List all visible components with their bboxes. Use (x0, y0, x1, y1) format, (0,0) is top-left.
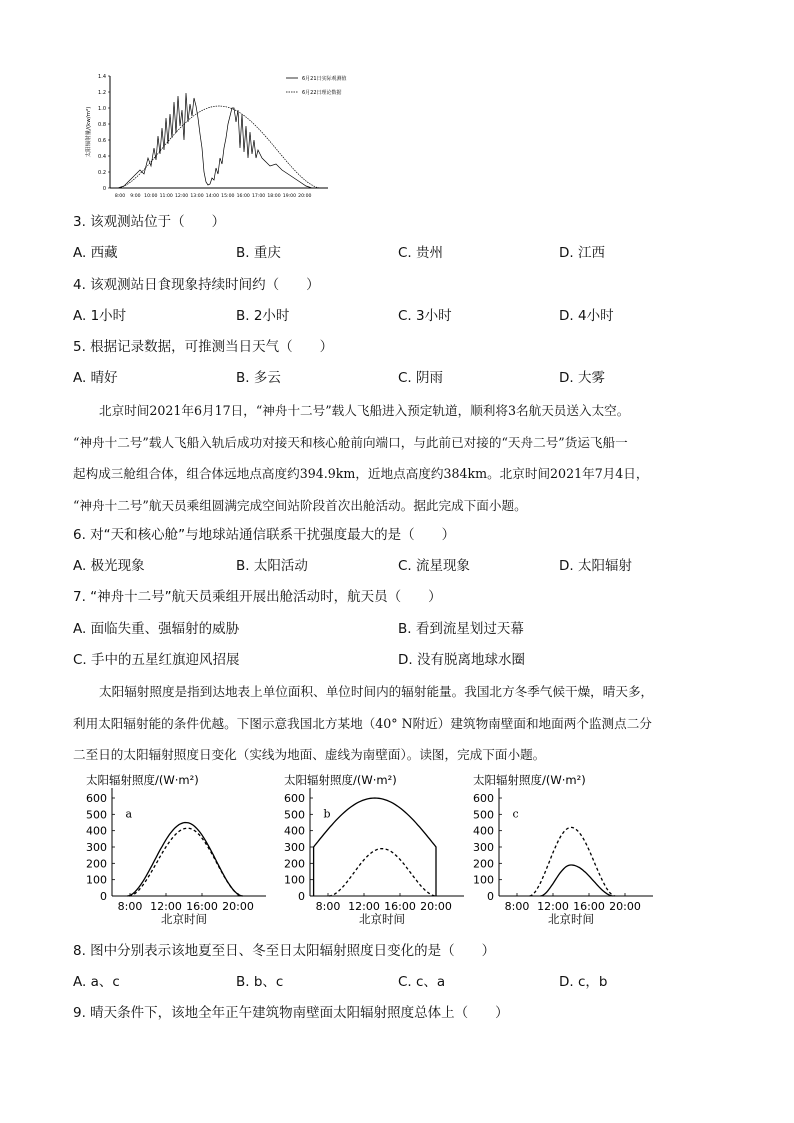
q6-option-b[interactable]: B. 太阳活动 (236, 558, 308, 574)
x-tick-label: 20:00 (420, 900, 452, 913)
observed-curve (118, 93, 312, 188)
q7-option-c[interactable]: C. 手中的五星红旗迎风招展 (73, 652, 240, 668)
passage-shenzhou (73, 395, 723, 521)
y-tick-label: 400 (473, 824, 494, 838)
q4-option-c[interactable]: C. 3小时 (398, 308, 452, 324)
x-tick-label: 12:00 (150, 900, 182, 913)
y-tick-label: 200 (86, 857, 107, 871)
q7-option-d[interactable]: D. 没有脱离地球水圈 (398, 652, 525, 668)
ground-curve-solid (127, 823, 242, 897)
y-tick-label: 400 (86, 824, 107, 838)
q4-option-b[interactable]: B. 2小时 (236, 308, 290, 324)
q8-option-a[interactable]: A. a、c (73, 974, 120, 990)
chart-x-title: 北京时间 (161, 912, 207, 926)
y-tick-label: 0 (298, 890, 305, 903)
y-tick-label: 600 (86, 792, 107, 805)
y-tick-label: 300 (473, 841, 494, 854)
x-tick-label: 16:00 (384, 900, 416, 913)
y-tick-label: 0.4 (98, 154, 106, 160)
x-tick-label: 8:00 (504, 900, 530, 913)
q6-option-a[interactable]: A. 极光现象 (73, 558, 145, 574)
question-4: 4. 该观测站日食现象持续时间约（ ） (73, 277, 320, 293)
x-tick-label: 20:00 (609, 900, 641, 913)
question-6: 6. 对“天和核心舱”与地球站通信联系干扰强度最大的是（ ） (73, 527, 456, 543)
y-tick-label: 100 (284, 873, 305, 887)
y-tick-label: 0.6 (98, 138, 106, 144)
x-tick-label: 8:00 (117, 900, 143, 913)
radiation-charts (66, 770, 641, 930)
x-tick-label: 9:00 (130, 194, 141, 199)
q3-option-d[interactable]: D. 江西 (559, 245, 605, 261)
y-tick-label: 100 (473, 873, 494, 887)
y-tick-label: 500 (86, 808, 107, 822)
y-tick-label: 300 (284, 841, 305, 854)
theory-curve (118, 106, 320, 188)
legend-theory: 6月22日理论数据 (302, 90, 342, 96)
observation-chart (72, 66, 372, 206)
x-tick-label: 16:00 (186, 900, 218, 913)
x-tick-label: 19:00 (282, 194, 297, 199)
passage-line: 起构成三舱组合体，组合体远地点高度约394.9km，近地点高度约384km。北京时间2021年7月4日， (73, 466, 649, 481)
passage-line: 二至日的太阳辐射照度日变化（实线为地面、虚线为南壁面）。读图，完成下面小题。 (73, 747, 546, 762)
x-tick-label: 13:00 (190, 194, 204, 199)
passage-radiation (73, 676, 723, 771)
y-tick-label: 1.2 (98, 90, 106, 96)
x-tick-label: 20:00 (222, 900, 254, 913)
y-tick-label: 300 (86, 841, 107, 854)
y-tick-label: 500 (473, 808, 494, 822)
wall-curve-dashed (329, 849, 436, 896)
y-tick-label: 0 (102, 186, 106, 192)
wall-curve-dashed (129, 828, 242, 896)
x-tick-label: 20:00 (298, 194, 312, 199)
y-tick-label: 600 (473, 792, 494, 805)
chart-y-title: 太阳辐射照度/(W·m²) (473, 773, 586, 787)
question-5: 5. 根据记录数据，可推测当日天气（ ） (73, 339, 334, 355)
q5-option-d[interactable]: D. 大雾 (559, 370, 605, 386)
q6-option-d[interactable]: D. 太阳辐射 (559, 558, 632, 574)
y-tick-label: 400 (284, 824, 305, 838)
passage-line: “神舟十二号”航天员乘组圆满完成空间站阶段首次出舱活动。据此完成下面小题。 (73, 497, 527, 513)
chart-x-title: 北京时间 (548, 912, 594, 926)
chart-x-title: 北京时间 (359, 912, 405, 926)
y-tick-label: 0 (487, 890, 494, 903)
x-tick-label: 16:00 (236, 194, 250, 199)
y-tick-label: 200 (284, 857, 305, 871)
x-tick-label: 12:00 (174, 194, 189, 199)
chart-y-title: 太阳辐射照度/(W·m²) (284, 773, 397, 787)
q8-option-d[interactable]: D. c，b (559, 974, 608, 990)
y-tick-label: 600 (284, 792, 305, 805)
q5-option-a[interactable]: A. 晴好 (73, 370, 118, 386)
question-9: 9. 晴天条件下，该地全年正午建筑物南壁面太阳辐射照度总体上（ ） (73, 1005, 509, 1021)
y-tick-label: 200 (473, 857, 494, 871)
x-tick-label: 8:00 (114, 194, 126, 199)
question-3: 3. 该观测站位于（ ） (73, 214, 226, 230)
passage-line: “神舟十二号”载人飞船入轨后成功对接天和核心舱前向端口，与此前已对接的“天舟二号”货运飞船一 (73, 434, 628, 450)
panel-label: a (125, 807, 133, 821)
q3-option-b[interactable]: B. 重庆 (236, 245, 281, 261)
q5-option-c[interactable]: C. 阴雨 (398, 370, 444, 386)
x-tick-label: 12:00 (537, 900, 569, 913)
q3-option-c[interactable]: C. 贵州 (398, 245, 444, 261)
chart-y-title: 太阳辐射照度/(W·m²) (86, 773, 199, 787)
y-tick-label: 0 (100, 890, 107, 903)
wall-curve-dashed (530, 827, 616, 896)
y-tick-label: 0.2 (98, 170, 106, 176)
y-tick-label: 1.4 (98, 74, 106, 80)
panel-label: c (512, 807, 519, 821)
x-tick-label: 12:00 (348, 900, 380, 913)
x-tick-label: 17:00 (251, 194, 266, 199)
y-tick-label: 100 (86, 873, 107, 887)
q4-option-a[interactable]: A. 1小时 (73, 308, 127, 324)
x-tick-label: 16:00 (573, 900, 605, 913)
panel-label: b (323, 807, 331, 821)
y-axis-label: 太阳辐射量/(kw/m²) (86, 106, 92, 158)
q8-option-b[interactable]: B. b、c (236, 974, 284, 990)
x-tick-label: 8:00 (315, 900, 341, 913)
passage-line: 太阳辐射照度是指到达地表上单位面积、单位时间内的辐射能量。我国北方冬季气候干燥，晴天多， (99, 684, 654, 699)
y-tick-label: 500 (284, 808, 305, 822)
x-tick-label: 11:00 (159, 194, 173, 199)
q7-option-b[interactable]: B. 看到流星划过天幕 (398, 621, 524, 637)
question-8: 8. 图中分别表示该地夏至日、冬至日太阳辐射照度日变化的是（ ） (73, 943, 496, 959)
passage-line: 利用太阳辐射能的条件优越。下图示意我国北方某地（40° N附近）建筑物南壁面和地面两个监测点二分 (73, 715, 652, 731)
q6-option-c[interactable]: C. 流星现象 (398, 558, 471, 574)
q8-option-c[interactable]: C. c、a (398, 974, 446, 990)
passage-line: 北京时间2021年6月17日，“神舟十二号”载人飞船进入预定轨道，顺利将3名航天员送入太空。 (99, 403, 630, 418)
x-tick-label: 18:00 (267, 194, 281, 199)
question-7: 7. “神舟十二号”航天员乘组开展出舱活动时，航天员（ ） (73, 589, 442, 605)
q4-option-d[interactable]: D. 4小时 (559, 308, 614, 324)
q7-option-a[interactable]: A. 面临失重、强辐射的威胁 (73, 621, 240, 637)
x-tick-label: 14:00 (205, 194, 220, 199)
x-tick-label: 15:00 (221, 194, 235, 199)
y-tick-label: 1.0 (98, 106, 106, 112)
legend-observed: 6月21日实际观测值 (302, 76, 347, 82)
y-tick-label: 0.8 (98, 122, 106, 128)
q3-option-a[interactable]: A. 西藏 (73, 245, 118, 261)
q5-option-b[interactable]: B. 多云 (236, 370, 281, 386)
x-tick-label: 10:00 (144, 194, 158, 199)
